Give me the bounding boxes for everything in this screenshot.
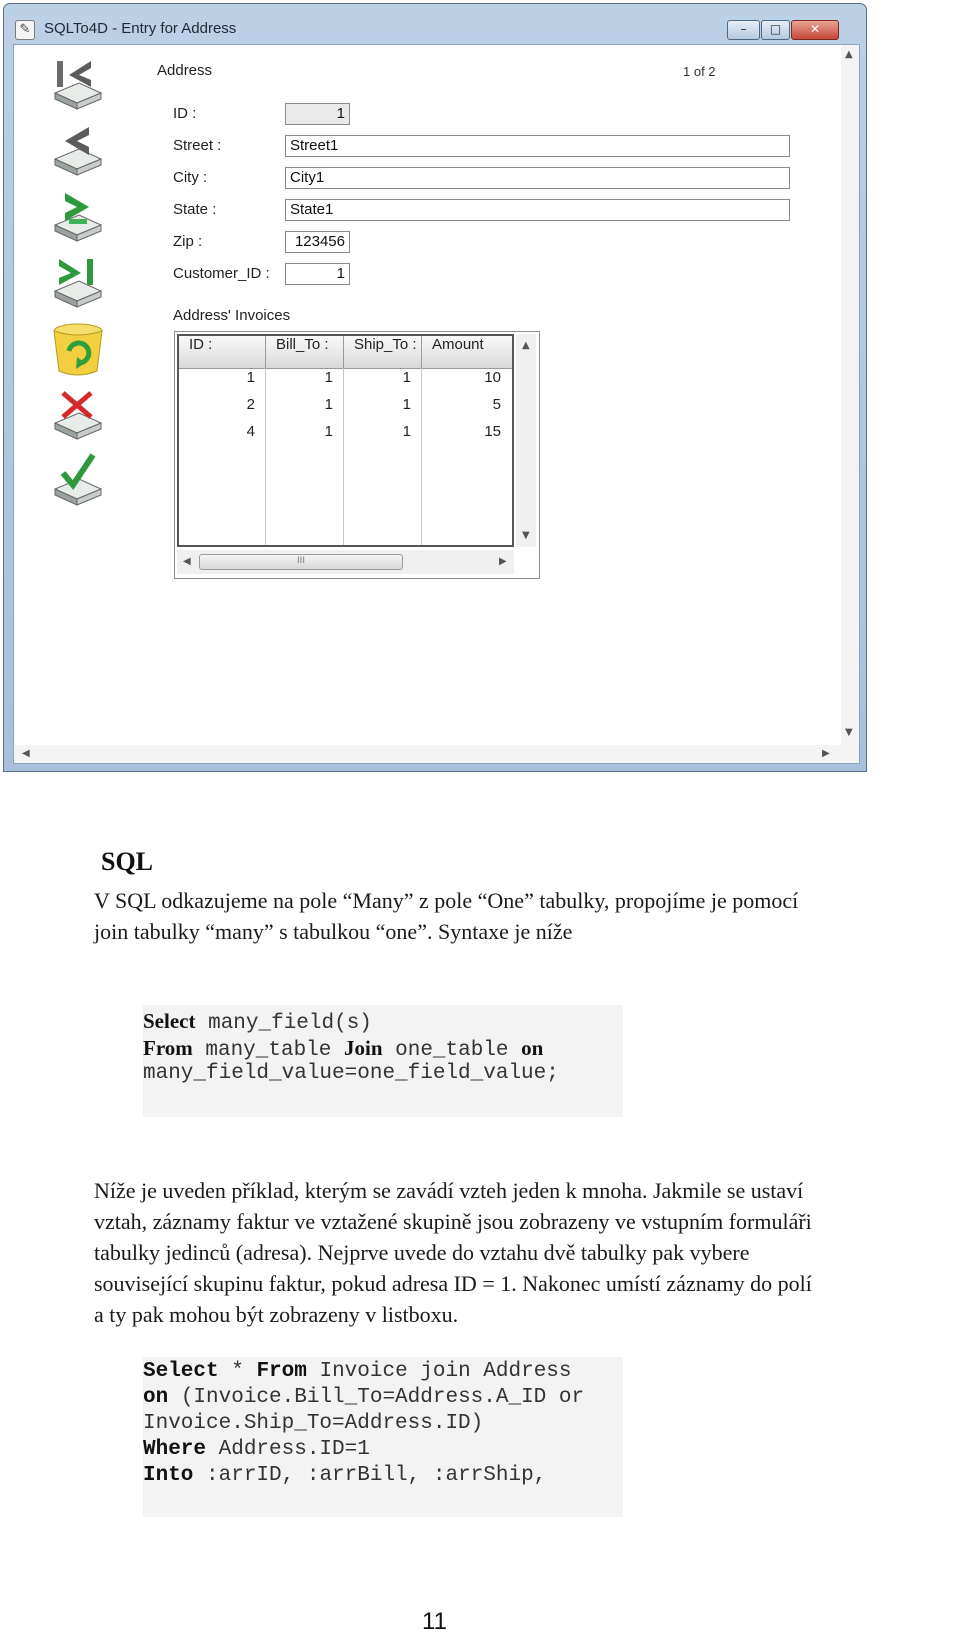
listbox-header bbox=[179, 336, 512, 369]
state-label: State : bbox=[173, 201, 217, 218]
last-record-icon bbox=[43, 251, 113, 317]
cell-amount: 5 bbox=[492, 396, 501, 413]
code-text: * bbox=[218, 1360, 257, 1383]
title-bar[interactable] bbox=[4, 4, 866, 42]
next-record-button[interactable] bbox=[42, 185, 114, 251]
customer-id-label: Customer_ID : bbox=[173, 265, 270, 282]
customer-id-field[interactable]: 1 bbox=[285, 263, 350, 285]
column-header-amount[interactable]: Amount bbox=[432, 336, 484, 353]
invoices-grid[interactable] bbox=[177, 334, 514, 547]
minimize-button[interactable]: – bbox=[727, 20, 760, 40]
scroll-up-icon[interactable]: ▲ bbox=[845, 49, 853, 60]
window-horizontal-scrollbar[interactable] bbox=[14, 745, 859, 763]
city-label: City : bbox=[173, 169, 208, 186]
cell-amount: 10 bbox=[484, 369, 501, 386]
code-text: Invoice join Address bbox=[306, 1360, 572, 1383]
first-record-button[interactable] bbox=[42, 53, 114, 119]
scroll-down-icon[interactable]: ▼ bbox=[845, 727, 853, 738]
maximize-button[interactable]: □ bbox=[761, 20, 790, 40]
section-heading: SQL bbox=[101, 847, 154, 876]
cancel-icon bbox=[43, 383, 113, 449]
code-keyword: Select bbox=[143, 1360, 219, 1383]
id-label: ID : bbox=[173, 105, 197, 122]
table-row[interactable] bbox=[179, 423, 512, 450]
paragraph-line: V SQL odkazujeme na pole “Many” z pole “One” tabulky, propojíme je pomocí bbox=[94, 888, 799, 913]
window-vertical-scrollbar[interactable] bbox=[841, 45, 859, 745]
paragraph-line: vztah, záznamy faktur ve vztažené skupině jsou zobrazeny ve vstupním formuláři bbox=[94, 1209, 812, 1234]
cancel-button[interactable] bbox=[42, 383, 114, 449]
street-field[interactable]: Street1 bbox=[285, 135, 790, 157]
code-line: many_field_value=one_field_value; bbox=[143, 1062, 559, 1085]
first-record-icon bbox=[43, 53, 113, 119]
column-header-id[interactable]: ID : bbox=[179, 336, 266, 368]
code-text: one_table bbox=[382, 1039, 522, 1062]
code-line bbox=[143, 1438, 370, 1464]
paragraph-line: tabulky jedinců (adresa). Nejprve uvede do vztahu dvě tabulky pak vybere bbox=[94, 1240, 750, 1265]
code-keyword: on bbox=[521, 1036, 544, 1060]
next-record-icon bbox=[43, 185, 113, 251]
cell-id: 2 bbox=[246, 396, 255, 413]
city-field[interactable]: City1 bbox=[285, 167, 790, 189]
code-text: many_table bbox=[192, 1039, 344, 1062]
code-keyword: From bbox=[256, 1360, 307, 1383]
invoices-listbox[interactable] bbox=[174, 331, 540, 579]
window-title: SQLTo4D - Entry for Address bbox=[44, 20, 237, 37]
paragraph-line: join tabulky “many” s tabulkou “one”. Syntaxe je níže bbox=[94, 919, 573, 944]
scroll-down-icon[interactable]: ▼ bbox=[522, 530, 530, 541]
code-line bbox=[143, 1009, 372, 1035]
cell-bill-to: 1 bbox=[324, 369, 333, 386]
code-keyword: Select bbox=[143, 1009, 196, 1033]
cell-bill-to: 1 bbox=[324, 423, 333, 440]
page-indicator: 1 of 2 bbox=[683, 64, 716, 79]
form-title: Address bbox=[157, 62, 213, 79]
code-keyword: Join bbox=[344, 1036, 383, 1060]
table-row[interactable] bbox=[179, 369, 512, 396]
code-keyword: Into bbox=[143, 1464, 194, 1487]
paragraph-line: související skupinu faktur, pokud adresa ID = 1. Nakonec umístí záznamy do polí bbox=[94, 1271, 812, 1296]
zip-field[interactable]: 123456 bbox=[285, 231, 350, 253]
app-icon[interactable]: ✎ bbox=[15, 20, 35, 40]
cell-bill-to: 1 bbox=[324, 396, 333, 413]
cell-id: 4 bbox=[246, 423, 255, 440]
column-header-bill-to[interactable]: Bill_To : bbox=[266, 336, 344, 368]
form-area bbox=[13, 44, 860, 764]
paragraph-line: Níže je uveden příklad, kterým se zavádí vzteh jeden k mnoha. Jakmile se ustaví bbox=[94, 1178, 804, 1203]
cell-ship-to: 1 bbox=[402, 423, 411, 440]
cell-ship-to: 1 bbox=[402, 396, 411, 413]
scrollbar-thumb[interactable]: III bbox=[199, 554, 403, 570]
page-number: 11 bbox=[422, 1608, 447, 1635]
cell-id: 1 bbox=[246, 369, 255, 386]
code-keyword: From bbox=[143, 1036, 193, 1060]
scroll-right-icon[interactable]: ▶ bbox=[822, 748, 830, 759]
cell-ship-to: 1 bbox=[402, 369, 411, 386]
delete-record-button[interactable] bbox=[42, 317, 114, 383]
previous-record-button[interactable] bbox=[42, 119, 114, 185]
code-line bbox=[143, 1360, 572, 1386]
listbox-vertical-scrollbar[interactable] bbox=[516, 334, 536, 547]
street-label: Street : bbox=[173, 137, 222, 154]
invoices-title: Address' Invoices bbox=[173, 307, 291, 324]
last-record-button[interactable] bbox=[42, 251, 114, 317]
app-window bbox=[3, 3, 867, 772]
code-text: Address.ID=1 bbox=[206, 1438, 370, 1461]
close-button[interactable]: ✕ bbox=[791, 20, 839, 40]
code-line bbox=[143, 1464, 546, 1490]
cell-amount: 15 bbox=[484, 423, 501, 440]
scroll-left-icon[interactable]: ◀ bbox=[22, 748, 30, 759]
id-field[interactable]: 1 bbox=[285, 103, 350, 125]
scroll-left-icon[interactable]: ◀ bbox=[183, 556, 191, 567]
scroll-up-icon[interactable]: ▲ bbox=[522, 340, 530, 351]
code-text: :arrID, :arrBill, :arrShip, bbox=[193, 1464, 547, 1487]
code-line bbox=[143, 1036, 543, 1062]
previous-record-icon bbox=[43, 119, 113, 185]
delete-record-icon bbox=[43, 317, 113, 383]
code-text: many_field(s) bbox=[195, 1012, 372, 1035]
listbox-horizontal-scrollbar[interactable] bbox=[177, 550, 514, 574]
paragraph-line: a ty pak mohou být zobrazeny v listboxu. bbox=[94, 1302, 459, 1327]
code-text: (Invoice.Bill_To=Address.A_ID or bbox=[168, 1386, 585, 1409]
code-keyword: Where bbox=[143, 1438, 207, 1461]
code-line bbox=[143, 1386, 584, 1412]
column-header-ship-to[interactable]: Ship_To : bbox=[344, 336, 422, 368]
table-row[interactable] bbox=[179, 396, 512, 423]
state-field[interactable]: State1 bbox=[285, 199, 790, 221]
code-line: Invoice.Ship_To=Address.ID) bbox=[143, 1412, 484, 1435]
accept-button[interactable] bbox=[42, 449, 114, 515]
code-keyword: on bbox=[143, 1386, 169, 1409]
zip-label: Zip : bbox=[173, 233, 203, 250]
accept-icon bbox=[43, 449, 113, 515]
scroll-right-icon[interactable]: ▶ bbox=[499, 556, 507, 567]
